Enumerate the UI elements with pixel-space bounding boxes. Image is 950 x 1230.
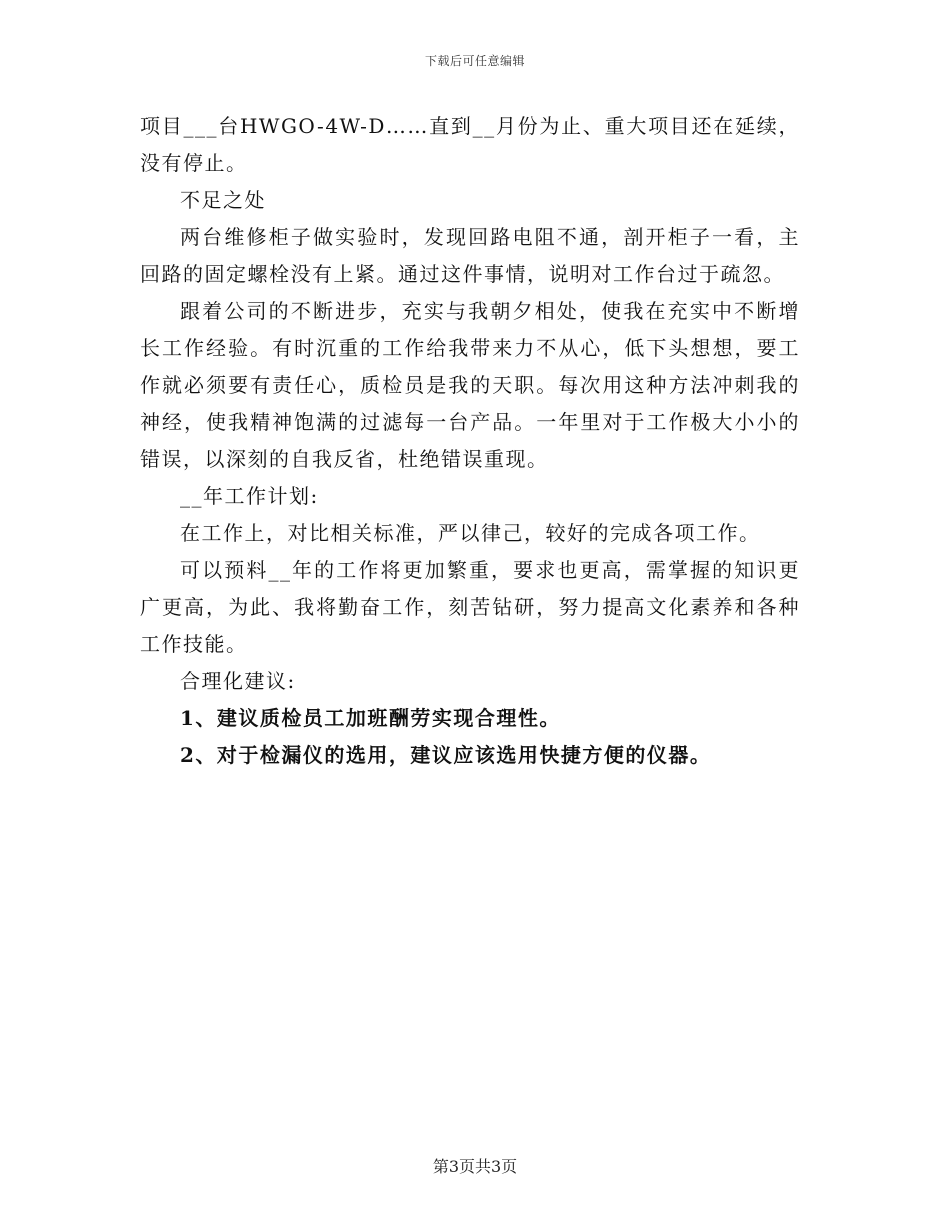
paragraph-shortcomings: 两台维修柜子做实验时，发现回路电阻不通，剖开柜子一看，主回路的固定螺栓没有上紧。通过这件事情，说明对工作台过于疏忽。 <box>140 225 800 286</box>
paragraph-continuation: 项目___台HWGO-4W-D……直到__月份为止、重大项目还在延续，没有停止。 <box>140 114 800 175</box>
heading-suggestions: 合理化建议: <box>180 669 296 693</box>
heading-shortcomings: 不足之处 <box>180 188 266 212</box>
page-number: 第3页共3页 <box>432 1157 518 1176</box>
heading-work-plan: __年工作计划: <box>180 484 319 508</box>
paragraph-work-plan-1: 在工作上，对比相关标准，严以律己，较好的完成各项工作。 <box>180 521 761 545</box>
paragraph-experience: 跟着公司的不断进步，充实与我朝夕相处，使我在充实中不断增长工作经验。有时沉重的工作给我带来力不从心，低下头想想，要工作就必须要有责任心，质检员是我的天职。每次用这种方法冲刺我的神经，使我精神饱满的过滤每一台产品。一年里对于工作极大小小的错误，以深刻的自我反省，杜绝错误重现。 <box>140 299 800 471</box>
suggestion-item-2: 2、对于检漏仪的选用，建议应该选用快捷方便的仪器。 <box>180 743 712 767</box>
document-body <box>140 108 800 774</box>
paragraph-work-plan-2: 可以预料__年的工作将更加繁重，要求也更高，需掌握的知识更广更高，为此、我将勤奋工作，刻苦钻研，努力提高文化素养和各种工作技能。 <box>140 558 800 656</box>
page-header: 下载后可任意编辑 <box>424 54 525 68</box>
suggestion-item-1: 1、建议质检员工加班酬劳实现合理性。 <box>180 706 561 730</box>
